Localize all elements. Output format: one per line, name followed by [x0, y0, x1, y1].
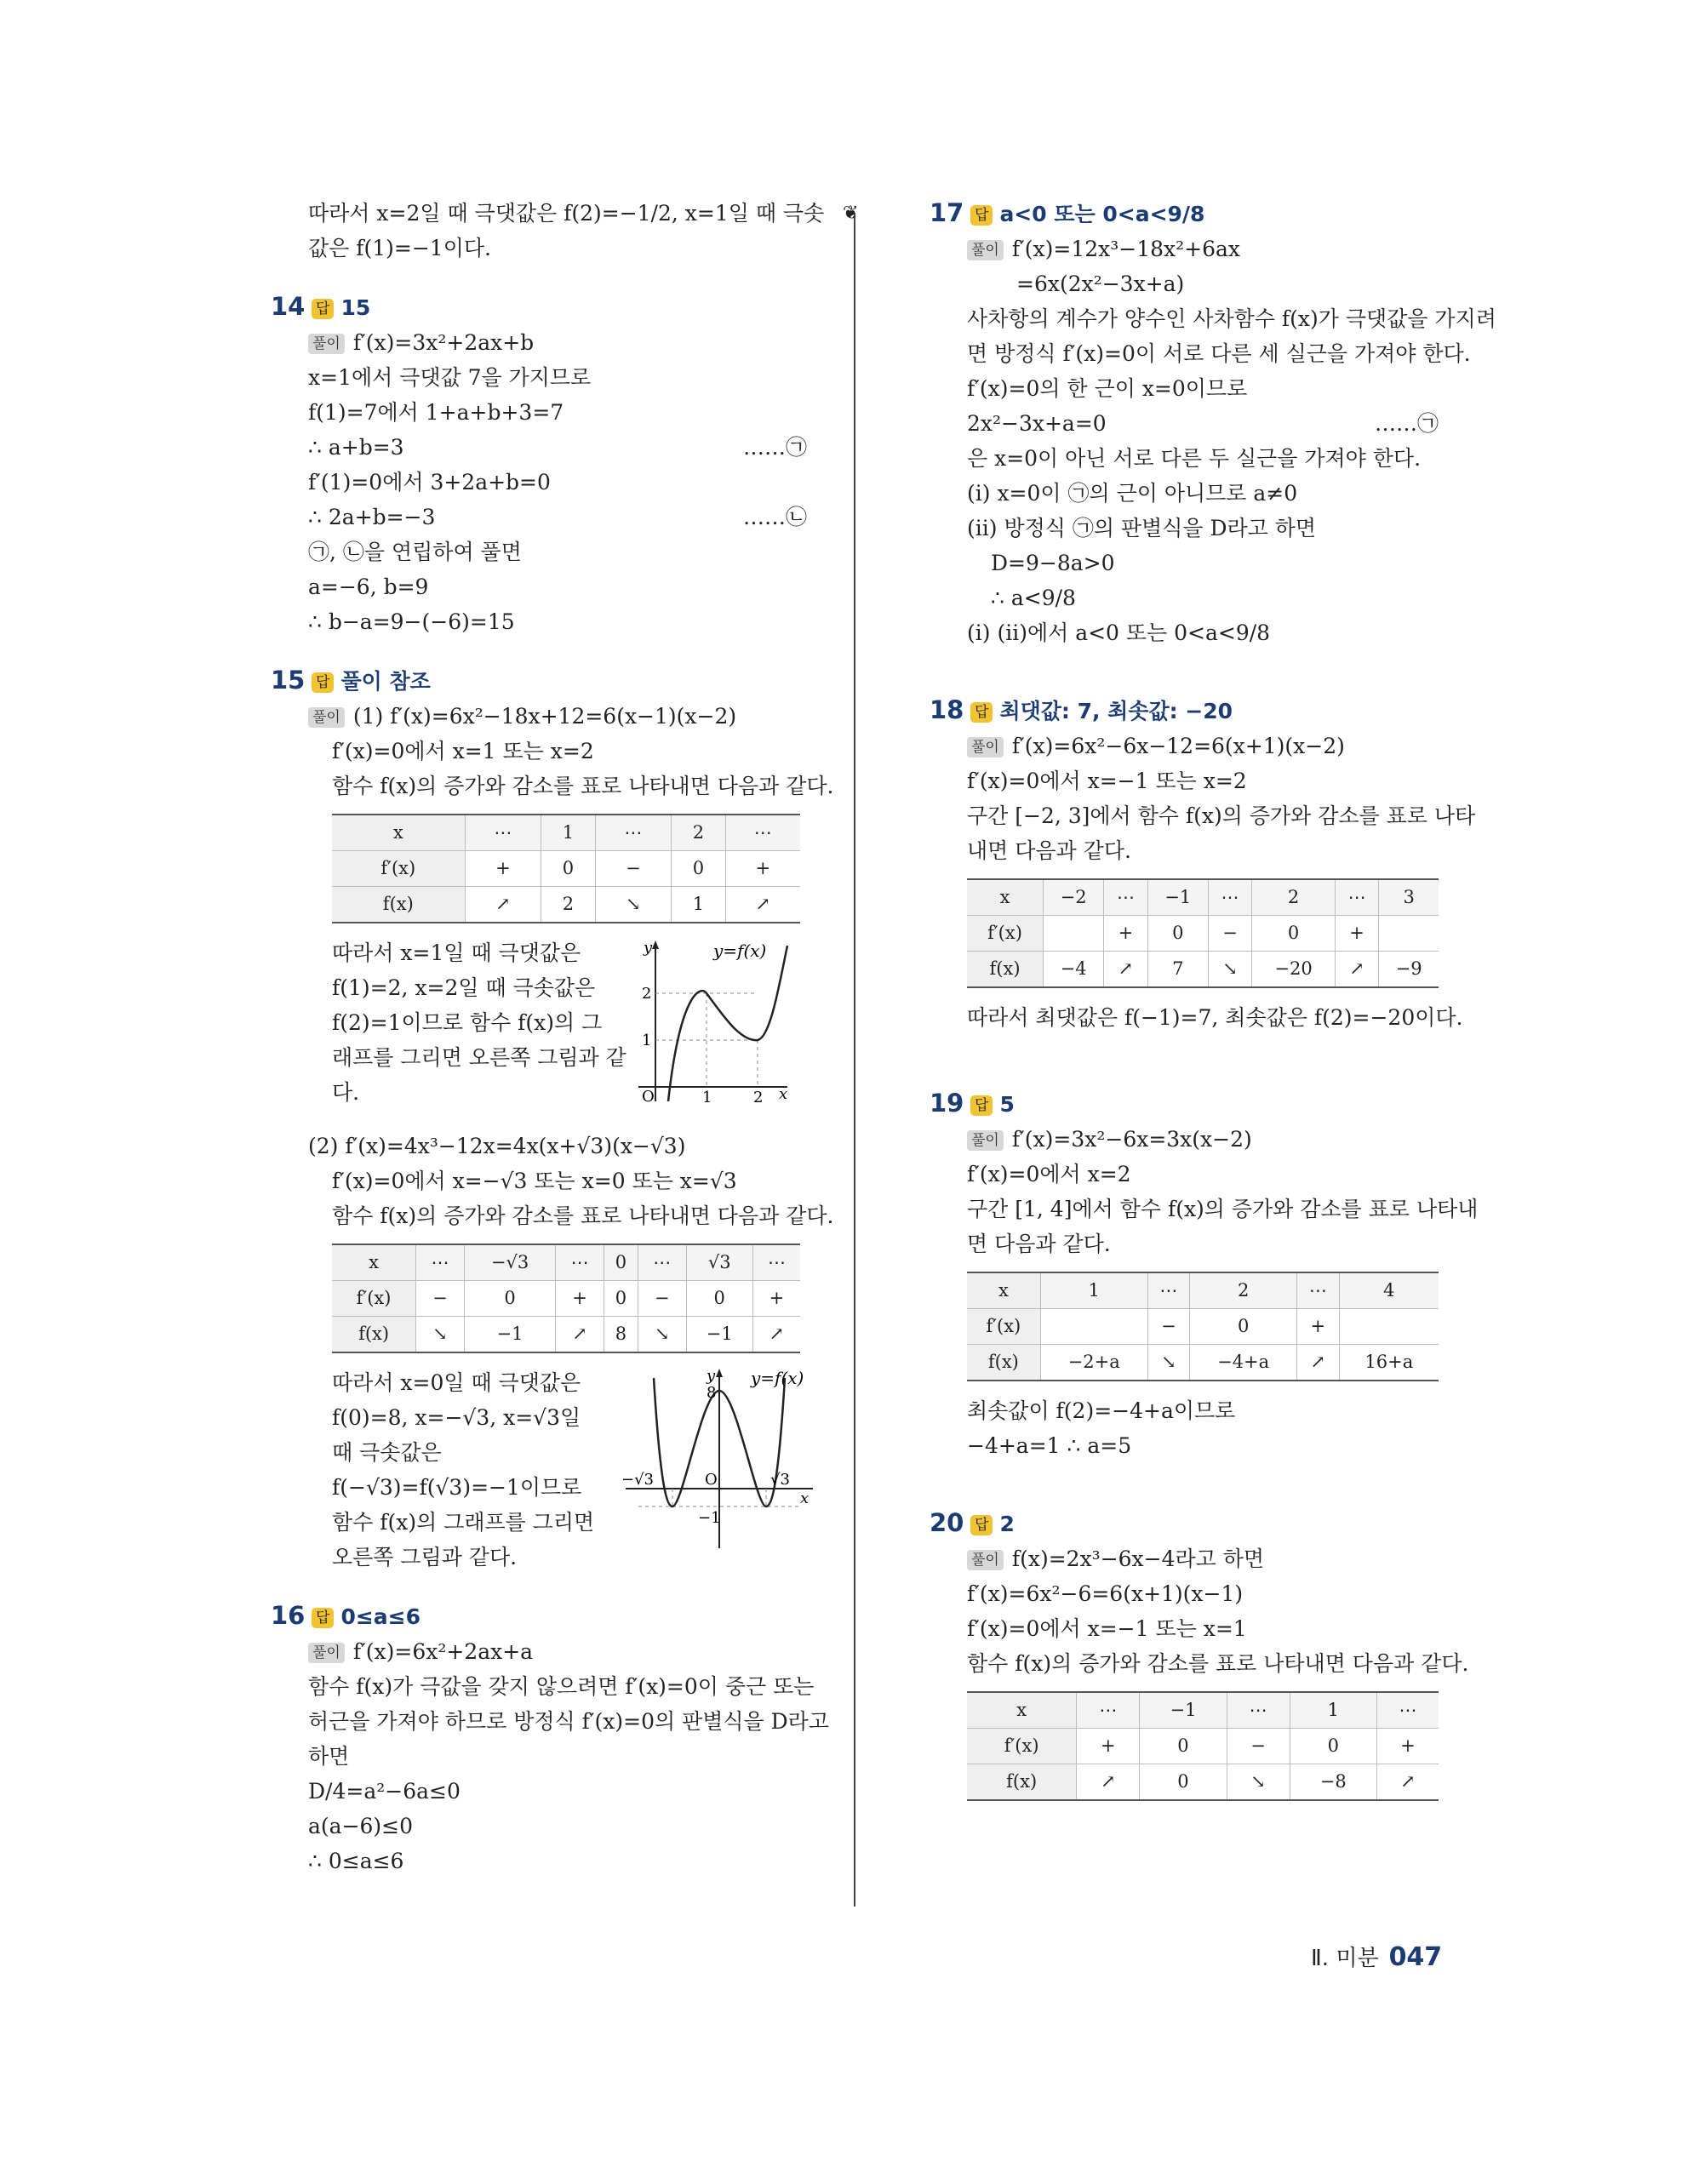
table-cell: 0 — [686, 1281, 752, 1317]
solution-line: f′(1)=0에서 3+2a+b=0 — [308, 470, 551, 495]
table-cell: ⋯ — [416, 1244, 465, 1281]
table-cell: ⋯ — [1227, 1692, 1290, 1729]
table-cell: − — [416, 1281, 465, 1317]
table-cell: x — [332, 1244, 416, 1281]
table-cell: f(x) — [967, 952, 1044, 988]
solution-line: ∴ 0≤a≤6 — [308, 1849, 404, 1873]
table-cell: + — [1104, 916, 1147, 952]
solution-line: (ii) 방정식 ㉠의 판별식을 D라고 하면 — [967, 516, 1317, 540]
problem-20 — [930, 1506, 1469, 1801]
solution-line: f′(x)=6x²−6x−12=6(x+1)(x−2) — [1011, 734, 1345, 758]
table-cell: f(x) — [332, 1317, 416, 1353]
table-cell: − — [1208, 916, 1251, 952]
column-ornament-icon: ❦ — [843, 203, 859, 224]
table-cell: ↗ — [556, 1317, 604, 1353]
table-cell: ↗ — [1297, 1345, 1340, 1381]
table-cell: x — [967, 1272, 1040, 1309]
axis-label-y: y — [707, 1367, 716, 1385]
table-cell: ⋯ — [595, 815, 672, 851]
solution-line: 면 다음과 같다. — [967, 1232, 1111, 1256]
solution-badge: 풀이 — [967, 1130, 1004, 1151]
table-cell: 1 — [672, 887, 725, 923]
page-footer — [1311, 1941, 1442, 1972]
answer-badge: 답 — [970, 1095, 993, 1116]
table-cell — [1339, 1309, 1439, 1345]
curve-label: y=f(x) — [751, 1368, 804, 1388]
tick-label-y: −1 — [698, 1509, 721, 1527]
table-cell: ↗ — [465, 887, 541, 923]
chapter-label: Ⅱ. 미분 — [1311, 1946, 1379, 1971]
problem-number: 14 — [271, 292, 306, 321]
table-cell — [1044, 916, 1104, 952]
table-cell: −2 — [1044, 879, 1104, 916]
table-cell: ↘ — [595, 887, 672, 923]
solution-line: f(x)=2x³−6x−4라고 하면 — [1011, 1547, 1265, 1571]
problem-number: 17 — [930, 198, 964, 227]
table-cell: 0 — [672, 851, 725, 887]
table-row — [967, 1692, 1439, 1729]
solution-line: (1) f′(x)=6x²−18x+12=6(x−1)(x−2) — [352, 704, 737, 729]
table-cell: + — [752, 1281, 800, 1317]
table-cell: ↗ — [725, 887, 800, 923]
equation-marker: ……㉠ — [742, 435, 807, 460]
problem-19 — [930, 1086, 1479, 1463]
table-cell: ⋯ — [1147, 1272, 1190, 1309]
table-cell: 4 — [1339, 1272, 1439, 1309]
solution-line: a=−6, b=9 — [308, 575, 429, 599]
table-row — [967, 1345, 1439, 1381]
table-cell: + — [465, 851, 541, 887]
solution-line: 따라서 최댓값은 f(−1)=7, 최솟값은 f(2)=−20이다. — [967, 1005, 1463, 1030]
solution-badge: 풀이 — [967, 1550, 1004, 1570]
solution-line: ∴ a+b=3 — [308, 435, 404, 460]
solution-line: 2x²−3x+a=0 — [967, 411, 1107, 436]
problem-number: 16 — [271, 1601, 306, 1630]
table-cell: ⋯ — [1208, 879, 1251, 916]
table-cell: 1 — [1040, 1272, 1147, 1309]
table-cell: −4 — [1044, 952, 1104, 988]
table-cell: ⋯ — [465, 815, 541, 851]
table-cell: ⋯ — [556, 1244, 604, 1281]
left-column — [271, 196, 834, 1878]
solution-line: f(0)=8, x=−√3, x=√3일 — [332, 1405, 581, 1430]
tick-label-y: 2 — [642, 985, 652, 1003]
answer-value: 15 — [340, 295, 371, 320]
table-cell: − — [1227, 1729, 1290, 1764]
table-row — [967, 1764, 1439, 1801]
table-cell: 0 — [541, 851, 595, 887]
problem-number: 20 — [930, 1508, 964, 1537]
solution-line: (2) f′(x)=4x³−12x=4x(x+√3)(x−√3) — [308, 1134, 686, 1158]
solution-line: 함수 f(x)의 그래프를 그리면 — [332, 1510, 595, 1535]
column-divider — [854, 213, 855, 1907]
solution-line: f′(x)=0에서 x=2 — [967, 1162, 1131, 1186]
table-cell: −4+a — [1190, 1345, 1297, 1381]
table-cell: ↘ — [638, 1317, 686, 1353]
table-cell: 2 — [672, 815, 725, 851]
solution-line: f′(x)=0에서 x=−√3 또는 x=0 또는 x=√3 — [332, 1169, 737, 1193]
solution-line: f′(x)=6x²+2ax+a — [352, 1639, 534, 1664]
table-row — [967, 1272, 1439, 1309]
tick-label-x: 2 — [753, 1089, 764, 1106]
table-row — [967, 916, 1439, 952]
answer-badge: 답 — [312, 1608, 334, 1628]
problem-18 — [930, 693, 1476, 1035]
solution-line: 래프를 그리면 오른쪽 그림과 같 — [332, 1045, 626, 1070]
solution-line: f(2)=1이므로 함수 f(x)의 그 — [332, 1010, 603, 1035]
table-cell: 2 — [1190, 1272, 1297, 1309]
table-cell — [1379, 916, 1439, 952]
table-cell: − — [595, 851, 672, 887]
table-cell: x — [967, 1692, 1077, 1729]
sign-table-1 — [332, 814, 800, 923]
table-cell: x — [967, 879, 1044, 916]
tick-label-y: 1 — [642, 1032, 652, 1049]
table-cell — [1040, 1309, 1147, 1345]
solution-line: (i) (ii)에서 a<0 또는 0<a<9/8 — [967, 620, 1271, 645]
answer-badge: 답 — [970, 205, 993, 226]
origin-label: O — [705, 1471, 718, 1489]
solution-line: f′(x)=3x²−6x=3x(x−2) — [1011, 1127, 1252, 1152]
equation-marker: ……㉡ — [742, 505, 807, 529]
answer-badge: 답 — [970, 1515, 993, 1535]
table-row — [332, 1281, 800, 1317]
table-cell: + — [1077, 1729, 1140, 1764]
table-cell: −1 — [686, 1317, 752, 1353]
table-cell: −8 — [1290, 1764, 1376, 1801]
table-cell: 0 — [1140, 1729, 1227, 1764]
solution-line: 은 x=0이 아닌 서로 다른 두 실근을 가져야 한다. — [967, 446, 1422, 471]
table-cell: ⋯ — [638, 1244, 686, 1281]
table-cell: ↗ — [1104, 952, 1147, 988]
answer-value: 최댓값: 7, 최솟값: −20 — [999, 699, 1233, 723]
solution-line: 면 방정식 f′(x)=0이 서로 다른 세 실근을 가져야 한다. — [967, 341, 1471, 366]
table-row — [332, 1244, 800, 1281]
problem-number: 18 — [930, 695, 964, 724]
tick-label-x: −√3 — [621, 1471, 655, 1489]
problem-number: 15 — [271, 666, 306, 695]
table-cell: −1 — [1140, 1692, 1227, 1729]
solution-line: ㉠, ㉡을 연립하여 풀면 — [308, 540, 522, 564]
problem-15 — [271, 663, 834, 1575]
solution-badge: 풀이 — [967, 737, 1004, 758]
problem-14 — [271, 289, 807, 639]
solution-line: 구간 [−2, 3]에서 함수 f(x)의 증가와 감소를 표로 나타 — [967, 803, 1476, 828]
solution-badge: 풀이 — [308, 1643, 345, 1663]
table-cell: 0 — [1147, 916, 1208, 952]
axis-label-x: x — [779, 1085, 788, 1103]
table-cell: + — [1335, 916, 1378, 952]
table-row — [332, 815, 800, 851]
solution-badge: 풀이 — [967, 240, 1004, 260]
answer-value: 5 — [999, 1092, 1015, 1117]
table-cell: 0 — [604, 1281, 638, 1317]
solution-line: D=9−8a>0 — [991, 551, 1115, 575]
table-cell: + — [1376, 1729, 1439, 1764]
table-cell: f(x) — [332, 887, 465, 923]
solution-line: f′(x)=6x²−6=6(x+1)(x−1) — [967, 1581, 1244, 1606]
solution-line: f′(x)=0의 한 근이 x=0이므로 — [967, 376, 1248, 401]
table-cell: ↘ — [1208, 952, 1251, 988]
table-cell: −√3 — [464, 1244, 555, 1281]
table-cell: 0 — [464, 1281, 555, 1317]
table-cell: −1 — [464, 1317, 555, 1353]
solution-line: ∴ b−a=9−(−6)=15 — [308, 609, 515, 634]
solution-line: −4+a=1 ∴ a=5 — [967, 1433, 1132, 1458]
sign-table-19 — [967, 1272, 1439, 1381]
p13-line-2: 값은 f(1)=−1이다. — [308, 236, 491, 260]
table-row — [967, 879, 1439, 916]
table-cell: −20 — [1252, 952, 1336, 988]
table-cell: 2 — [1252, 879, 1336, 916]
solution-badge: 풀이 — [308, 707, 345, 728]
solution-line: 오른쪽 그림과 같다. — [332, 1545, 518, 1569]
problem-17 — [930, 196, 1496, 650]
solution-line: 구간 [1, 4]에서 함수 f(x)의 증가와 감소를 표로 나타내 — [967, 1197, 1479, 1221]
table-cell: + — [556, 1281, 604, 1317]
origin-label: O — [642, 1088, 655, 1106]
table-row — [332, 1317, 800, 1353]
solution-line: 함수 f(x)의 증가와 감소를 표로 나타내면 다음과 같다. — [332, 774, 834, 798]
table-cell: ⋯ — [1104, 879, 1147, 916]
answer-value: 2 — [999, 1512, 1015, 1536]
table-cell: 7 — [1147, 952, 1208, 988]
solution-line: 내면 다음과 같다. — [967, 838, 1131, 863]
table-cell: 0 — [1140, 1764, 1227, 1801]
solution-line: (i) x=0이 ㉠의 근이 아니므로 a≠0 — [967, 481, 1298, 506]
cubic-graph-1 — [621, 935, 792, 1106]
solution-line: 때 극솟값은 — [332, 1440, 442, 1465]
table-cell: √3 — [686, 1244, 752, 1281]
right-column — [930, 196, 1496, 1813]
table-cell: −9 — [1379, 952, 1439, 988]
solution-line: f′(x)=0에서 x=1 또는 x=2 — [332, 739, 594, 763]
table-cell: f′(x) — [967, 916, 1044, 952]
table-cell: ⋯ — [725, 815, 800, 851]
table-cell: − — [1147, 1309, 1190, 1345]
table-cell: f(x) — [967, 1345, 1040, 1381]
solution-badge: 풀이 — [308, 334, 345, 354]
solution-line: f(1)=2, x=2일 때 극솟값은 — [332, 975, 596, 1000]
table-cell: f′(x) — [332, 1281, 416, 1317]
table-cell: −2+a — [1040, 1345, 1147, 1381]
solution-line: 함수 f(x)의 증가와 감소를 표로 나타내면 다음과 같다. — [967, 1651, 1469, 1676]
table-cell: 0 — [1190, 1309, 1297, 1345]
table-cell: + — [725, 851, 800, 887]
sign-table-18 — [967, 878, 1439, 988]
solution-line: ∴ a<9/8 — [991, 586, 1076, 610]
tick-label-y: 8 — [707, 1384, 717, 1402]
answer-value: 0≤a≤6 — [340, 1604, 420, 1629]
table-cell: ⋯ — [1335, 879, 1378, 916]
table-cell: x — [332, 815, 465, 851]
solution-line: 따라서 x=0일 때 극댓값은 — [332, 1370, 581, 1395]
table-cell: ⋯ — [1297, 1272, 1340, 1309]
tick-label-x: 1 — [702, 1089, 712, 1106]
graph-block-1 — [271, 935, 807, 1110]
table-cell: 1 — [1290, 1692, 1376, 1729]
table-cell: f′(x) — [332, 851, 465, 887]
table-cell: ↘ — [1147, 1345, 1190, 1381]
table-cell: ⋯ — [752, 1244, 800, 1281]
solution-line: =6x(2x²−3x+a) — [1016, 272, 1185, 296]
solution-line: 최솟값이 f(2)=−4+a이므로 — [967, 1398, 1236, 1423]
table-cell: ↗ — [1077, 1764, 1140, 1801]
table-cell: 3 — [1379, 879, 1439, 916]
table-cell: 0 — [1252, 916, 1336, 952]
answer-badge: 답 — [970, 702, 993, 723]
quartic-graph — [621, 1365, 817, 1552]
solution-line: a(a−6)≤0 — [308, 1814, 414, 1838]
tick-label-x: √3 — [770, 1471, 790, 1489]
table-cell: 2 — [541, 887, 595, 923]
table-cell: f′(x) — [967, 1729, 1077, 1764]
solution-line: 사차항의 계수가 양수인 사차함수 f(x)가 극댓값을 가지려 — [967, 306, 1496, 331]
solution-line: D/4=a²−6a≤0 — [308, 1779, 461, 1804]
table-row — [967, 952, 1439, 988]
table-cell: 1 — [541, 815, 595, 851]
solution-line: 다. — [332, 1080, 360, 1105]
table-cell: ↗ — [1335, 952, 1378, 988]
axis-label-y: y — [644, 939, 653, 957]
solution-line: ∴ 2a+b=−3 — [308, 505, 436, 529]
solution-line: f(−√3)=f(√3)=−1이므로 — [332, 1475, 582, 1500]
solution-line: 하면 — [308, 1744, 350, 1769]
sign-table-2 — [332, 1244, 800, 1353]
solution-line: 함수 f(x)가 극값을 갖지 않으려면 f′(x)=0이 중근 또는 — [308, 1674, 815, 1699]
answer-value: a<0 또는 0<a<9/8 — [999, 202, 1205, 226]
table-row — [332, 887, 800, 923]
solution-line: f′(x)=0에서 x=−1 또는 x=1 — [967, 1616, 1247, 1641]
table-cell: f(x) — [967, 1764, 1077, 1801]
table-cell: ↘ — [416, 1317, 465, 1353]
problem-16 — [271, 1598, 829, 1878]
table-cell: ↗ — [1376, 1764, 1439, 1801]
axis-label-x: x — [800, 1489, 810, 1507]
equation-marker: ……㉠ — [1374, 411, 1439, 436]
sign-table-20 — [967, 1691, 1439, 1801]
solution-line: x=1에서 극댓값 7을 가지므로 — [308, 365, 592, 390]
table-cell: ↗ — [752, 1317, 800, 1353]
table-cell: − — [638, 1281, 686, 1317]
problem-number: 19 — [930, 1089, 964, 1118]
solution-line: f(1)=7에서 1+a+b+3=7 — [308, 400, 564, 425]
solution-line: 따라서 x=1일 때 극댓값은 — [332, 940, 581, 965]
curve-label: y=f(x) — [713, 940, 767, 961]
solution-line: 허근을 가져야 하므로 방정식 f′(x)=0의 판별식을 D라고 — [308, 1709, 829, 1734]
table-cell: ⋯ — [1077, 1692, 1140, 1729]
graph-block-2 — [271, 1365, 810, 1575]
answer-badge: 답 — [312, 672, 334, 693]
solution-line: f′(x)=12x³−18x²+6ax — [1011, 237, 1241, 261]
table-cell: + — [1297, 1309, 1340, 1345]
solution-line: f′(x)=3x²+2ax+b — [352, 330, 535, 355]
table-cell: ⋯ — [1376, 1692, 1439, 1729]
answer-badge: 답 — [312, 299, 334, 319]
solution-line: f′(x)=0에서 x=−1 또는 x=2 — [967, 769, 1247, 793]
table-cell: 0 — [604, 1244, 638, 1281]
table-row — [967, 1309, 1439, 1345]
table-cell: 8 — [604, 1317, 638, 1353]
p13-line-1: 따라서 x=2일 때 극댓값은 f(2)=−1/2, x=1일 때 극솟 — [308, 201, 825, 226]
table-cell: f′(x) — [967, 1309, 1040, 1345]
table-cell: 16+a — [1339, 1345, 1439, 1381]
table-row — [967, 1729, 1439, 1764]
table-cell: −1 — [1147, 879, 1208, 916]
table-cell: 0 — [1290, 1729, 1376, 1764]
solution-line: 함수 f(x)의 증가와 감소를 표로 나타내면 다음과 같다. — [332, 1203, 834, 1228]
table-cell: ↘ — [1227, 1764, 1290, 1801]
answer-value: 풀이 참조 — [340, 669, 431, 694]
table-row — [332, 851, 800, 887]
page-number: 047 — [1388, 1942, 1443, 1972]
